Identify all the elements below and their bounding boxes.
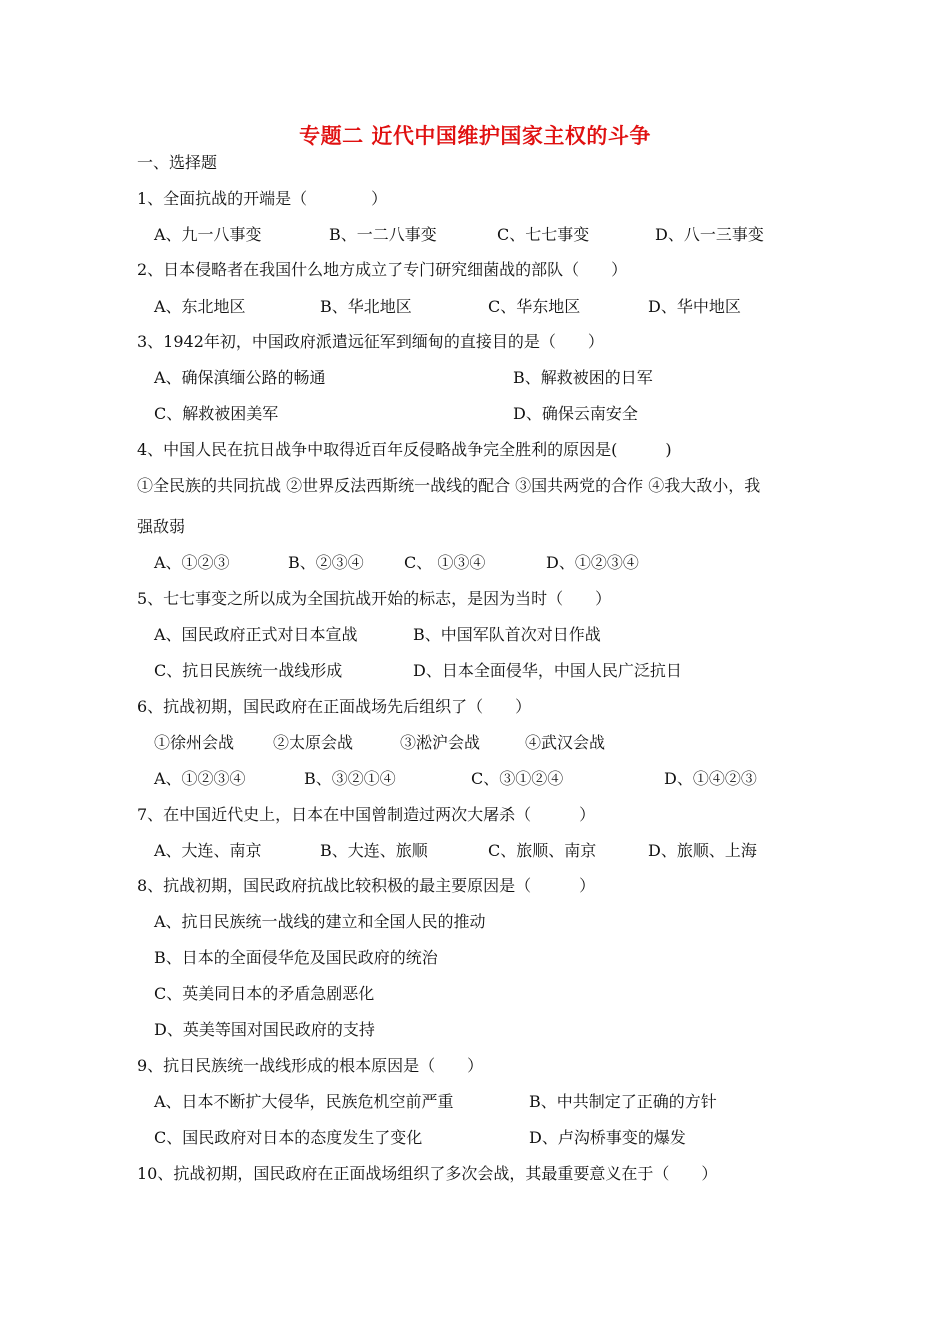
option-d: D、日本全面侵华，中国人民广泛抗日 [413, 661, 682, 680]
question-stem: 2、日本侵略者在我国什么地方成立了专门研究细菌战的部队（ ） [137, 260, 628, 279]
option-b: B、华北地区 [320, 297, 412, 316]
option-a: A、国民政府正式对日本宣战 [154, 625, 358, 644]
option-c: C、英美同日本的矛盾急剧恶化 [154, 984, 375, 1003]
question-stem: 8、抗战初期，国民政府抗战比较积极的最主要原因是（ ） [137, 876, 596, 895]
option-c: C、国民政府对日本的态度发生了变化 [154, 1128, 423, 1147]
statement-1: ①徐州会战 [154, 733, 235, 752]
option-d: D、华中地区 [648, 297, 741, 316]
statement-3: ③淞沪会战 [400, 733, 481, 752]
question-stem: 10、抗战初期，国民政府在正面战场组织了多次会战，其最重要意义在于（ ） [137, 1164, 718, 1183]
option-b: B、②③④ [288, 553, 364, 572]
option-b: B、中国军队首次对日作战 [413, 625, 601, 644]
option-a: A、大连、南京 [154, 841, 262, 860]
option-c: C、 ①③④ [404, 553, 486, 572]
option-a: A、①②③④ [154, 769, 246, 788]
option-a: A、日本不断扩大侵华，民族危机空前严重 [154, 1092, 454, 1111]
option-d: D、①④②③ [664, 769, 757, 788]
option-b: B、一二八事变 [329, 225, 437, 244]
option-b: B、解救被困的日军 [513, 368, 653, 387]
statement-list-continued: 强敌弱 [137, 517, 186, 536]
option-c: C、华东地区 [488, 297, 581, 316]
option-b: B、大连、旅顺 [320, 841, 428, 860]
option-d: D、英美等国对国民政府的支持 [154, 1020, 375, 1039]
option-a: A、抗日民族统一战线的建立和全国人民的推动 [154, 912, 486, 931]
question-stem: 7、在中国近代史上，日本在中国曾制造过两次大屠杀（ ） [137, 805, 596, 824]
option-d: D、卢沟桥事变的爆发 [529, 1128, 686, 1147]
option-d: D、八一三事变 [655, 225, 764, 244]
option-a: A、九一八事变 [154, 225, 262, 244]
option-a: A、①②③ [154, 553, 230, 572]
question-stem: 5、七七事变之所以成为全国抗战开始的标志，是因为当时（ ） [137, 589, 612, 608]
statement-2: ②太原会战 [273, 733, 354, 752]
option-c: C、解救被困美军 [154, 404, 279, 423]
question-stem: 6、抗战初期，国民政府在正面战场先后组织了（ ） [137, 697, 532, 716]
option-a: A、东北地区 [154, 297, 246, 316]
option-b: B、日本的全面侵华危及国民政府的统治 [154, 948, 438, 967]
option-c: C、③①②④ [471, 769, 564, 788]
question-stem: 9、抗日民族统一战线形成的根本原因是（ ） [137, 1056, 484, 1075]
statement-list: ①全民族的共同抗战 ②世界反法西斯统一战线的配合 ③国共两党的合作 ④我大敌小，我 [137, 476, 761, 495]
question-stem: 1、全面抗战的开端是（ ） [137, 189, 388, 208]
question-stem: 4、中国人民在抗日战争中取得近百年反侵略战争完全胜利的原因是( ) [137, 440, 672, 459]
option-d: D、旅顺、上海 [648, 841, 757, 860]
option-b: B、中共制定了正确的方针 [529, 1092, 717, 1111]
statement-4: ④武汉会战 [525, 733, 606, 752]
page-title: 专题二 近代中国维护国家主权的斗争 [299, 123, 651, 148]
option-d: D、确保云南安全 [513, 404, 638, 423]
option-c: C、抗日民族统一战线形成 [154, 661, 343, 680]
option-a: A、确保滇缅公路的畅通 [154, 368, 326, 387]
option-b: B、③②①④ [304, 769, 396, 788]
option-c: C、旅顺、南京 [488, 841, 597, 860]
option-c: C、七七事变 [497, 225, 590, 244]
question-stem: 3、1942年初，中国政府派遣远征军到缅甸的直接目的是（ ） [137, 332, 604, 351]
option-d: D、①②③④ [546, 553, 639, 572]
section-heading: 一、选择题 [137, 153, 218, 172]
